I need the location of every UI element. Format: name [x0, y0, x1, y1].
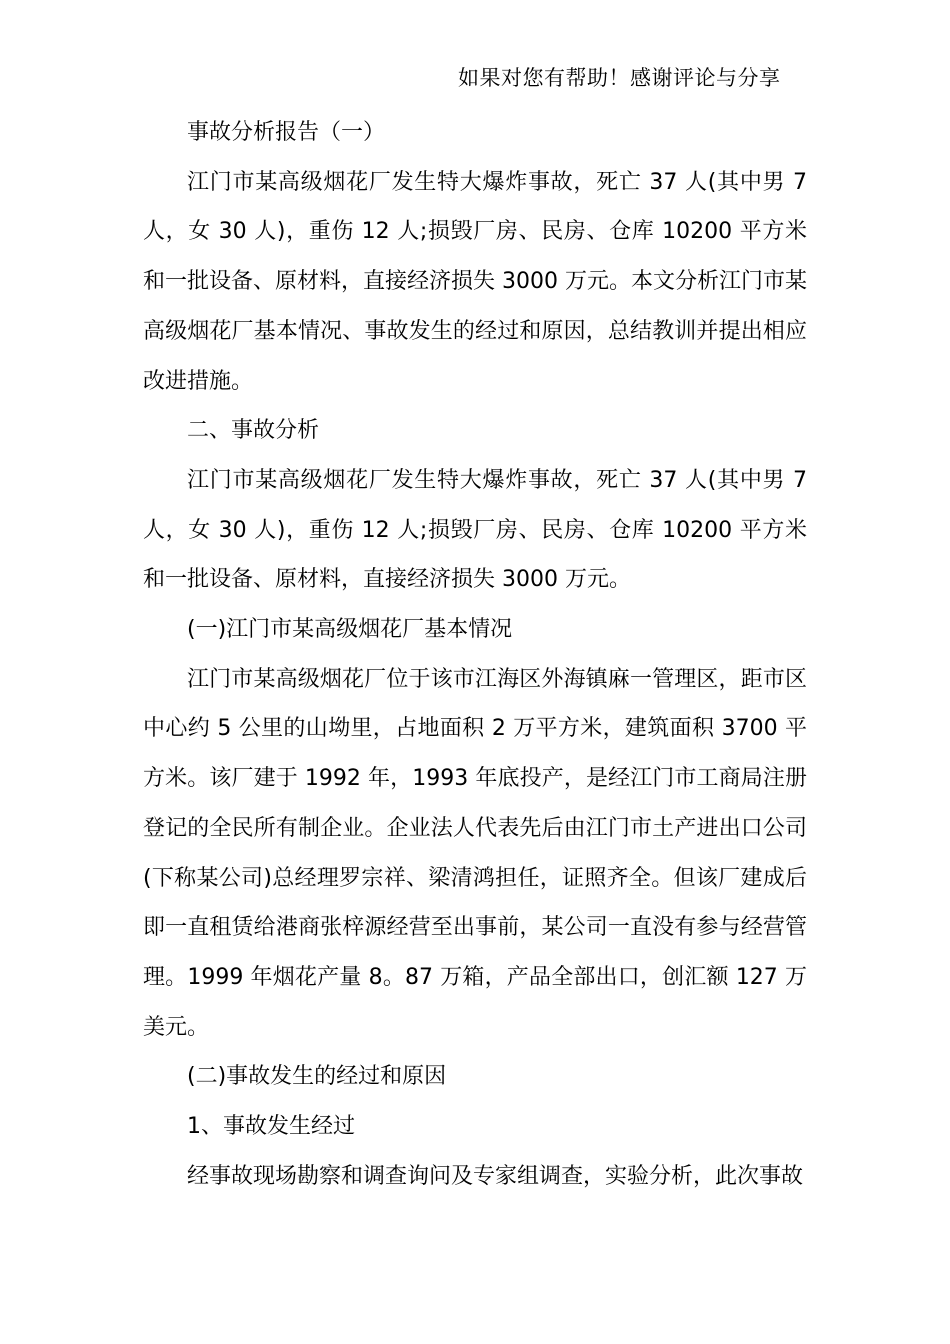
document-title: 事故分析报告（一） — [187, 120, 386, 145]
document-body — [143, 108, 807, 1201]
subsection-heading-process-and-cause: (二)事故发生的经过和原因 — [187, 1064, 447, 1090]
header-note: 如果对您有帮助！感谢评论与分享 — [458, 66, 781, 90]
basic-info-paragraph: 江门市某高级烟花厂位于该市江海区外海镇麻一管理区，距市区中心约 5 公里的山坳里，占地面积 2 万平方米，建筑面积 3700 平方米。该厂建于 1992 年，1993 年底投产，是经江门市工商局注册登记的全民所有制企业。企业法人代表先后由江门市土产进出口公司(下称某公司)总经理罗宗祥、梁清鸿担任，证照齐全。但该厂建成后即一直租赁给港商张梓源经营至出事前，某公司一直没有参与经营管理。1999 年烟花产量 8。87 万箱，产品全部出口，创汇额 127 万美元。 — [143, 666, 807, 1040]
item-heading-process: 1、事故发生经过 — [187, 1114, 355, 1140]
intro-paragraph: 江门市某高级烟花厂发生特大爆炸事故，死亡 37 人(其中男 7 人，女 30 人)，重伤 12 人;损毁厂房、民房、仓库 10200 平方米和一批设备、原材料，直接经济损失 3000 万元。本文分析江门市某高级烟花厂基本情况、事故发生的经过和原因，总结教训并提出相应改进措施。 — [143, 169, 807, 394]
process-paragraph: 经事故现场勘察和调查询问及专家组调查，实验分析，此次事故 — [187, 1163, 804, 1189]
summary-paragraph: 江门市某高级烟花厂发生特大爆炸事故，死亡 37 人(其中男 7 人，女 30 人)，重伤 12 人;损毁厂房、民房、仓库 10200 平方米和一批设备、原材料，直接经济损失 3000 万元。 — [143, 467, 807, 593]
subsection-heading-basic-info: (一)江门市某高级烟花厂基本情况 — [187, 617, 513, 643]
section-heading-accident-analysis: 二、事故分析 — [187, 418, 320, 444]
